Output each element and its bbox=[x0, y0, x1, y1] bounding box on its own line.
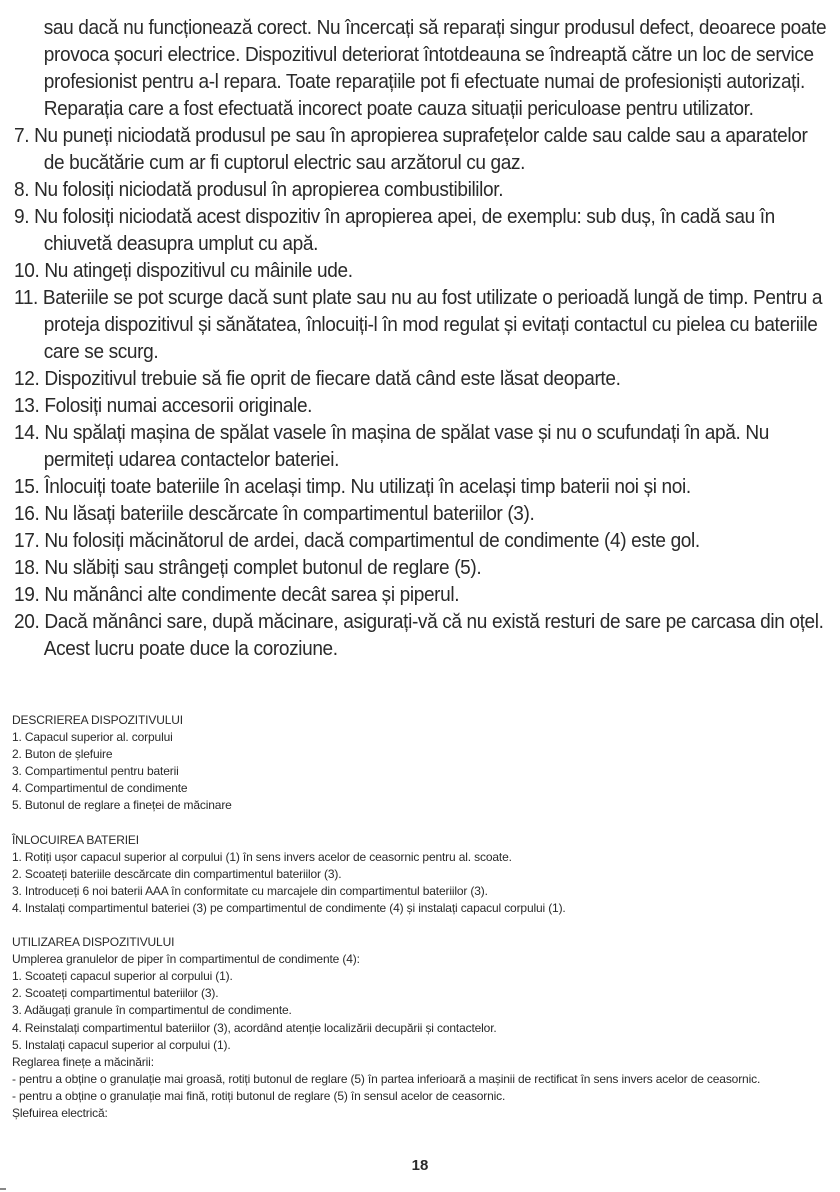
filling-step: 5. Instalați capacul superior al corpului (1). bbox=[12, 1037, 231, 1052]
fineness-step: - pentru a obține o granulație mai groasă, rotiți butonul de reglare (5) în partea inferioară a mașinii de rectificat în sens invers acelor de ceasornic. bbox=[12, 1071, 761, 1086]
description-item: 3. Compartimentul pentru baterii bbox=[12, 764, 179, 779]
battery-step: 3. Introduceți 6 noi baterii AAA în conformitate cu marcajele din compartimentul bateriilor (3). bbox=[12, 883, 488, 898]
warning-item: 18. Nu slăbiți sau strângeți complet butonul de reglare (5). bbox=[14, 556, 482, 579]
filling-step: 4. Reinstalați compartimentul bateriilor (3), acordând atenție localizării decupării și contactelor. bbox=[12, 1020, 497, 1035]
warning-item: 14. Nu spălați mașina de spălat vasele în mașina de spălat vase și nu o scufundați în apă. Nu permiteți udarea contactelor bateriei. bbox=[14, 421, 769, 471]
warning-item: sau dacă nu funcționează corect. Nu încercați să reparați singur produsul defect, deoarece poate provoca șocuri electrice. Dispozitivul deteriorat întotdeauna se îndreaptă către un loc de service profesionist pentru a-l repara. Toate reparațiile pot fi efectuate numai de profesioniști autorizați. Reparația care a fost efectuată incorect poate cauza situații periculoase pentru utilizator. bbox=[43, 16, 827, 120]
filling-step: 3. Adăugați granule în compartimentul de condimente. bbox=[12, 1003, 292, 1018]
warning-item: 17. Nu folosiți măcinătorul de ardei, dacă compartimentul de condimente (4) este gol. bbox=[14, 529, 700, 552]
electric-title: Șlefuirea electrică: bbox=[12, 1105, 108, 1120]
usage-heading: UTILIZAREA DISPOZITIVULUI bbox=[12, 935, 175, 950]
fineness-step: - pentru a obține o granulație mai fină, rotiți butonul de reglare (5) în sensul acelor de ceasornic. bbox=[12, 1088, 506, 1103]
description-item: 2. Buton de șlefuire bbox=[12, 747, 113, 762]
description-heading: DESCRIEREA DISPOZITIVULUI bbox=[12, 713, 183, 727]
warning-item: 7. Nu puneți niciodată produsul pe sau în apropierea suprafețelor calde sau calde sau a aparatelor de bucătărie cum ar fi cuptorul electric sau arzătorul cu gaz. bbox=[14, 124, 808, 174]
description-item: 5. Butonul de reglare a fineței de măcinare bbox=[12, 798, 232, 813]
page-number: 18 bbox=[411, 1157, 429, 1174]
warning-item: 11. Bateriile se pot scurge dacă sunt plate sau nu au fost utilizate o perioadă lungă de timp. Pentru a proteja dispozitivul și sănătatea, înlocuiți-l în mod regulat și evitați contactul cu pielea cu bateriile care se scurg. bbox=[14, 286, 823, 363]
warning-item: 10. Nu atingeți dispozitivul cu mâinile ude. bbox=[14, 259, 353, 282]
battery-heading: ÎNLOCUIREA BATERIEI bbox=[12, 832, 139, 847]
warning-item: 8. Nu folosiți niciodată produsul în apropierea combustibililor. bbox=[14, 178, 504, 201]
filling-title: Umplerea granulelor de piper în compartimentul de condimente (4): bbox=[12, 952, 360, 967]
warning-item: 20. Dacă mănânci sare, după măcinare, asigurați-vă că nu există resturi de sare pe carcasa din oțel. Acest lucru poate duce la coroziune. bbox=[14, 610, 824, 660]
safety-warnings-list bbox=[14, 14, 829, 662]
battery-step: 2. Scoateți bateriile descărcate din compartimentul bateriilor (3). bbox=[12, 866, 342, 881]
device-details bbox=[12, 712, 827, 1122]
battery-step: 1. Rotiți ușor capacul superior al corpului (1) în sens invers acelor de ceasornic pentru al. scoate. bbox=[12, 849, 512, 864]
warning-item: 19. Nu mănânci alte condimente decât sarea și piperul. bbox=[14, 583, 460, 606]
filling-step: 2. Scoateți compartimentul bateriilor (3). bbox=[12, 986, 219, 1001]
warning-item: 12. Dispozitivul trebuie să fie oprit de fiecare dată când este lăsat deoparte. bbox=[14, 367, 621, 390]
battery-step: 4. Instalați compartimentul bateriei (3) pe compartimentul de condimente (4) și instalați capacul corpului (1). bbox=[12, 900, 566, 915]
warning-item: 15. Înlocuiți toate bateriile în același timp. Nu utilizați în același timp baterii noi și noi. bbox=[14, 475, 691, 498]
description-item: 1. Capacul superior al. corpului bbox=[12, 730, 173, 745]
fineness-title: Reglarea finețe a măcinării: bbox=[12, 1054, 154, 1069]
warning-item: 13. Folosiți numai accesorii originale. bbox=[14, 394, 313, 417]
warning-item: 9. Nu folosiți niciodată acest dispozitiv în apropierea apei, de exemplu: sub duș, în cadă sau în chiuvetă deasupra umplut cu apă. bbox=[14, 205, 775, 255]
description-item: 4. Compartimentul de condimente bbox=[12, 781, 188, 796]
warning-item: 16. Nu lăsați bateriile descărcate în compartimentul bateriilor (3). bbox=[14, 502, 535, 525]
crop-mark bbox=[0, 1188, 6, 1190]
filling-step: 1. Scoateți capacul superior al corpului (1). bbox=[12, 969, 233, 984]
